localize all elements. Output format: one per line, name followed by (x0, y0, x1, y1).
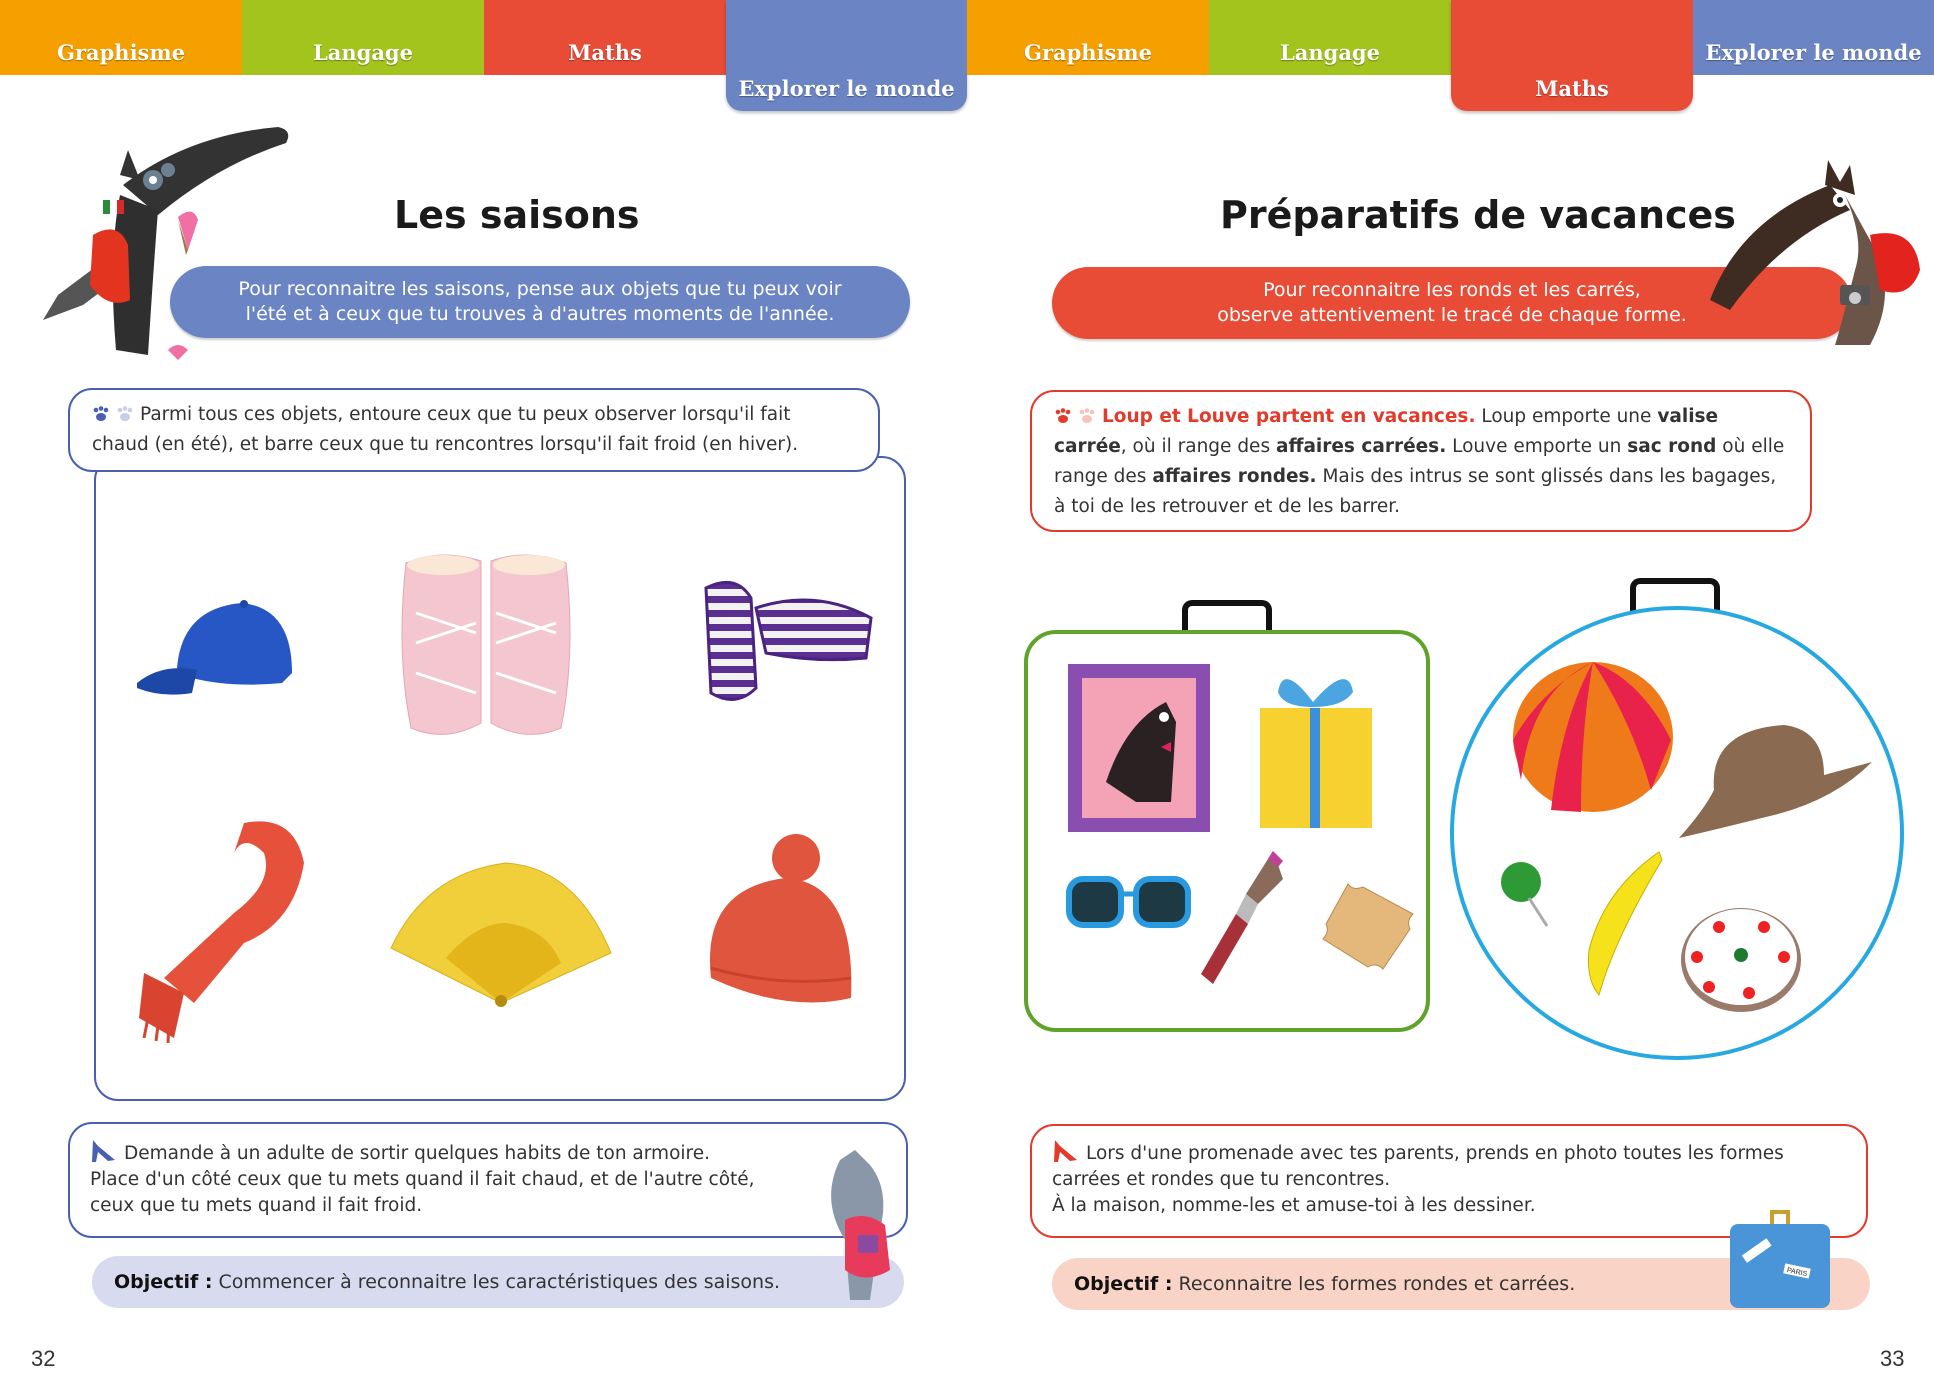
suitcase-sticker-text: PARIS (1786, 1266, 1808, 1279)
activity-text: À la maison, nomme-les et amuse-toi à les dessiner. (1052, 1195, 1536, 1216)
red-scarf-image[interactable] (124, 803, 324, 1043)
pink-snow-boots-image[interactable] (386, 543, 586, 753)
objective-label: Objectif : (1074, 1273, 1173, 1295)
objective-label: Objectif : (114, 1271, 213, 1293)
objective-text: Commencer à reconnaitre les caractéristiques des saisons. (218, 1271, 781, 1293)
blue-suitcase-illustration (1724, 1206, 1834, 1316)
banner-text-line: l'été et à ceux que tu trouves à d'autres moments de l'année. (245, 303, 835, 325)
instruction-text: chaud (en été), et barre ceux que tu rencontres lorsqu'il fait froid (en hiver). (92, 434, 799, 455)
tab-graphisme-left[interactable] (0, 0, 242, 75)
activity-text: Lors d'une promenade avec tes parents, prends en photo toutes les formes (1086, 1143, 1784, 1164)
instruction-text: Louve emporte un (1446, 436, 1628, 457)
banner-text-line: observe attentivement le tracé de chaque forme. (1217, 304, 1687, 326)
tab-graphisme-right[interactable] (967, 0, 1209, 75)
tab-label: Langage (313, 40, 413, 65)
round-bag (1450, 606, 1904, 1060)
activity-text: Place d'un côté ceux que tu mets quand il fait chaud, et de l'autre côté, (90, 1169, 755, 1190)
blue-cap-image[interactable] (132, 588, 302, 718)
tab-label: Langage (1280, 40, 1380, 65)
instruction-text: Loup emporte une (1475, 406, 1658, 427)
activity-text: Demande à un adulte de sortir quelques habits de ton armoire. (124, 1143, 710, 1164)
page-number-left: 32 (31, 1346, 56, 1371)
paintbrush-image[interactable] (1198, 849, 1288, 989)
activity-box-left (68, 1122, 908, 1238)
banner-text-line: Pour reconnaitre les saisons, pense aux objets que tu peux voir (238, 278, 842, 300)
wolf-head-icon (90, 1138, 116, 1162)
activity-text: carrées et rondes que tu rencontres. (1052, 1169, 1391, 1190)
activity-text: ceux que tu mets quand il fait froid. (90, 1195, 423, 1216)
tab-maths-right[interactable] (1451, 0, 1693, 111)
tab-label: Graphisme (57, 40, 185, 65)
objective-bar-left (92, 1256, 904, 1308)
framed-wolf-picture-image[interactable] (1066, 662, 1212, 834)
page-title-right: Préparatifs de vacances (1220, 193, 1736, 237)
wolf-head-icon (1052, 1138, 1078, 1162)
suitcase-handle (1182, 600, 1272, 634)
sunglasses-image[interactable] (1066, 874, 1192, 932)
beach-ball-image[interactable] (1511, 660, 1676, 815)
page-title-left: Les saisons (394, 193, 640, 237)
tab-explorer-le-monde-left[interactable] (726, 0, 967, 111)
tab-label: Maths (568, 40, 642, 65)
gift-box-image[interactable] (1258, 662, 1376, 830)
instruction-text: Mais des intrus se sont glissés dans les bagages, à toi de les retrouver et de les barrer. (1054, 466, 1777, 517)
tab-langage-right[interactable] (1209, 0, 1451, 75)
objects-frame (94, 456, 906, 1101)
instruction-box-left (68, 388, 880, 472)
striped-flip-flops-image[interactable] (696, 568, 876, 708)
instruction-text: où elle range des (1054, 436, 1785, 487)
paw-icon (92, 402, 110, 418)
instruction-bold: sac rond (1627, 436, 1717, 457)
instruction-text: , où il range des (1120, 436, 1276, 457)
paw-icon-faded (116, 402, 134, 418)
tab-maths-left[interactable] (484, 0, 726, 75)
green-lollipop-image[interactable] (1499, 860, 1551, 930)
square-suitcase (1024, 630, 1430, 1032)
paw-icon-faded (1078, 404, 1096, 420)
tab-label: Explorer le monde (738, 76, 955, 101)
info-banner-left (170, 266, 910, 338)
wolf-camera-illustration (1700, 150, 1930, 350)
small-wolf-illustration (800, 1150, 920, 1310)
square-biscuit-image[interactable] (1318, 879, 1418, 974)
tab-label: Graphisme (1024, 40, 1152, 65)
brown-hat-image[interactable] (1674, 720, 1874, 840)
objective-text: Reconnaitre les formes rondes et carrées. (1178, 1273, 1576, 1295)
yellow-fan-image[interactable] (386, 853, 616, 1013)
tab-label: Explorer le monde (1705, 40, 1922, 65)
instruction-text: Parmi tous ces objets, entoure ceux que tu peux observer lorsqu'il fait (140, 404, 791, 425)
instruction-lead: Loup et Louve partent en vacances. (1102, 406, 1476, 427)
tab-label: Maths (1535, 76, 1609, 101)
instruction-bold: affaires carrées. (1275, 436, 1447, 457)
instruction-bold: valise carrée (1054, 406, 1719, 457)
instruction-box-right (1030, 390, 1812, 532)
page-number-right: 33 (1880, 1346, 1905, 1371)
tab-explorer-le-monde-right[interactable] (1693, 0, 1934, 75)
red-beanie-image[interactable] (696, 828, 866, 1018)
tab-langage-left[interactable] (242, 0, 484, 75)
banner-text-line: Pour reconnaitre les ronds et les carrés, (1263, 279, 1641, 301)
paw-icon (1054, 404, 1072, 420)
round-cake-image[interactable] (1679, 905, 1804, 1015)
banana-image[interactable] (1574, 850, 1664, 1000)
instruction-bold: affaires rondes. (1152, 466, 1317, 487)
